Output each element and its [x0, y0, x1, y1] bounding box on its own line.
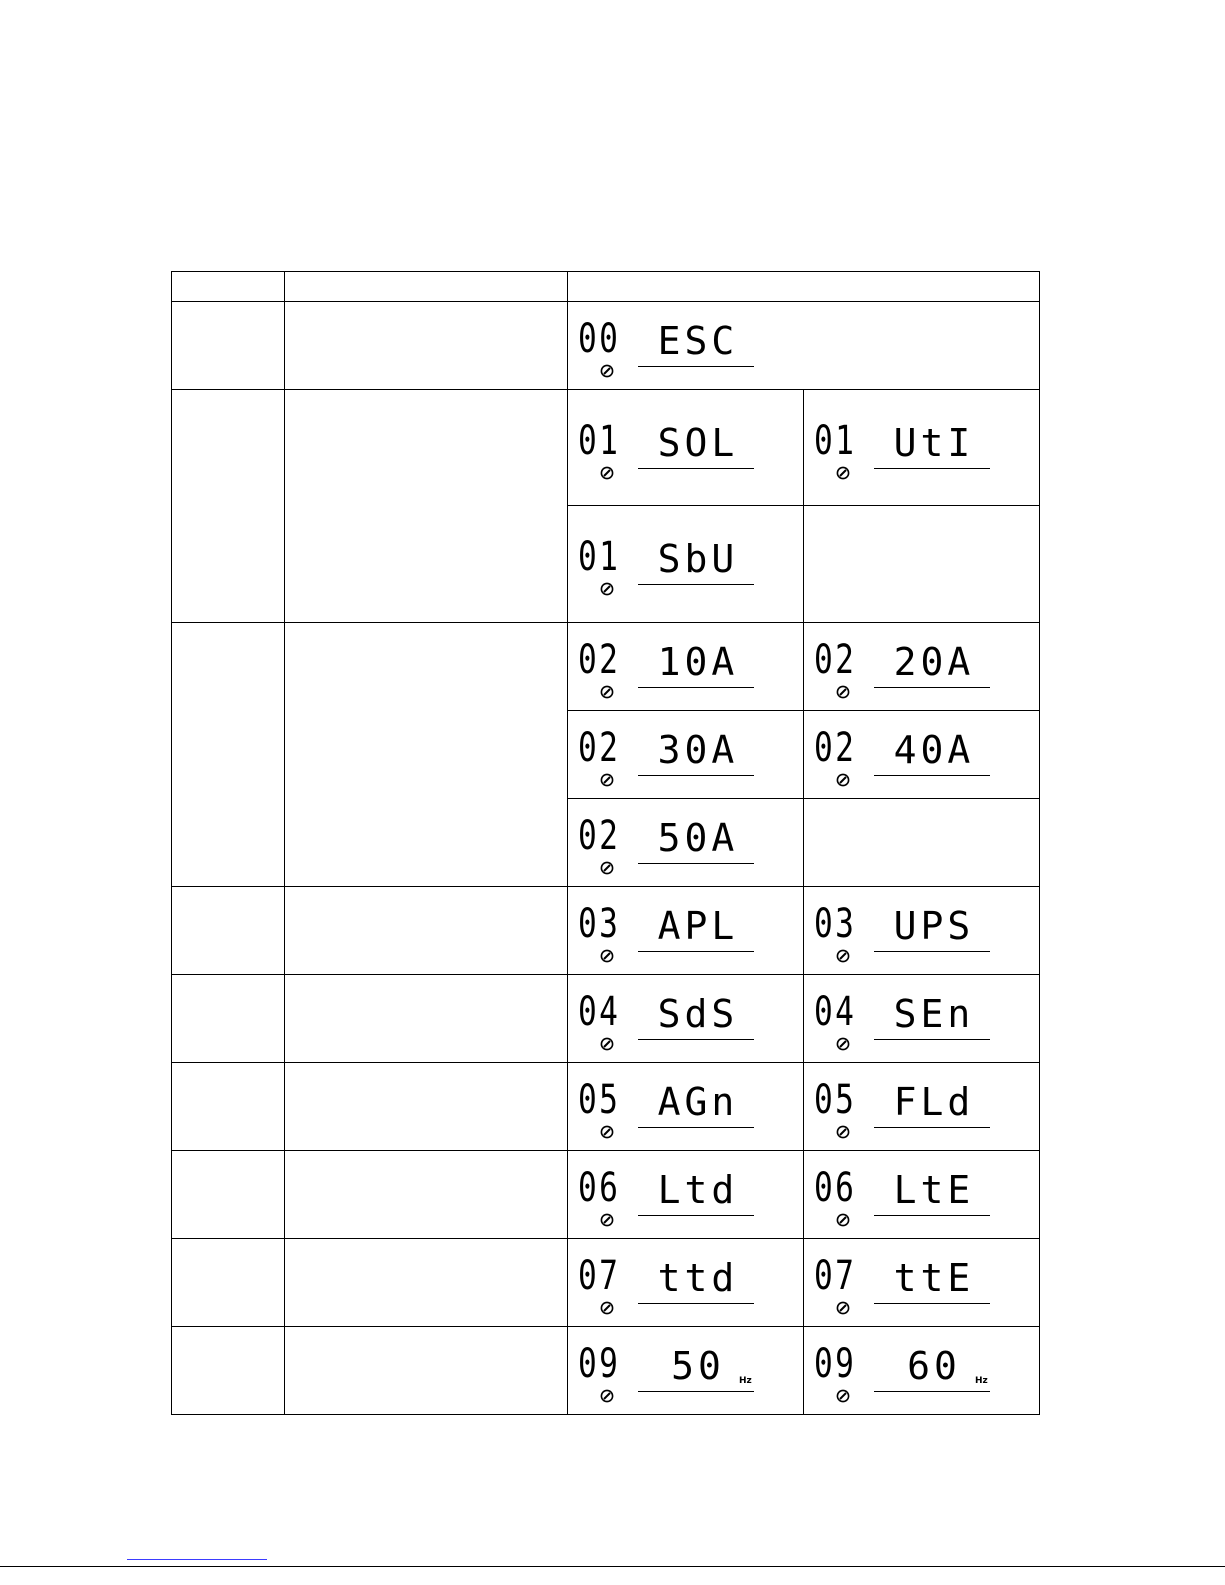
lcd-display [814, 415, 1014, 481]
option-cell [804, 1239, 1040, 1327]
cell-number [172, 302, 285, 390]
setting-wrench-icon [600, 861, 614, 875]
lcd-setting-number: 01 [578, 534, 621, 580]
lcd-display [814, 634, 1014, 700]
cell-number [172, 1063, 285, 1151]
lcd-setting-value: SdS [657, 991, 739, 1036]
cell-number [172, 623, 285, 887]
cell-description [285, 302, 568, 390]
table-row [172, 390, 1040, 506]
setting-wrench-icon [836, 1301, 850, 1315]
option-cell [804, 975, 1040, 1063]
cell-number [172, 390, 285, 623]
lcd-setting-value: SOL [657, 420, 739, 465]
lcd-setting-number: 04 [578, 988, 621, 1035]
setting-wrench-icon [600, 582, 614, 596]
lcd-setting-value: SEn [893, 991, 975, 1036]
lcd-underline [638, 1127, 754, 1128]
cell-description [285, 390, 568, 623]
lcd-display [578, 1338, 778, 1404]
lcd-underline [874, 1039, 990, 1040]
cell-description [285, 887, 568, 975]
footer-rule [0, 1566, 1225, 1567]
setting-wrench-icon [836, 685, 850, 699]
lcd-underline [638, 1039, 754, 1040]
lcd-setting-number: 06 [578, 1164, 621, 1211]
lcd-setting-value: ttd [657, 1255, 739, 1300]
lcd-unit: Hz [739, 1375, 752, 1386]
lcd-underline [874, 951, 990, 952]
lcd-setting-number: 03 [814, 900, 857, 947]
lcd-setting-number: 09 [578, 1340, 621, 1387]
setting-wrench-icon [600, 949, 614, 963]
lcd-setting-value: Ltd [657, 1167, 739, 1212]
lcd-display [578, 313, 778, 379]
setting-wrench-icon [600, 1389, 614, 1403]
lcd-display [814, 986, 1014, 1052]
lcd-setting-value: 50A [657, 815, 739, 860]
setting-wrench-icon [836, 1037, 850, 1051]
lcd-setting-number: 09 [814, 1340, 857, 1387]
option-cell [568, 1239, 804, 1327]
lcd-setting-value: APL [657, 903, 739, 948]
lcd-setting-value: 50 [671, 1343, 725, 1388]
option-cell [804, 711, 1040, 799]
lcd-display [578, 898, 778, 964]
header-cell-number [172, 272, 285, 302]
cell-description [285, 975, 568, 1063]
option-cell [568, 1327, 804, 1415]
lcd-setting-number: 02 [814, 636, 857, 683]
footer-link-underline[interactable] [127, 1559, 267, 1560]
lcd-setting-value: UtI [893, 420, 975, 465]
cell-description [285, 1063, 568, 1151]
table-row [172, 1239, 1040, 1327]
lcd-setting-number: 07 [814, 1252, 857, 1299]
cell-number [172, 975, 285, 1063]
lcd-setting-number: 02 [578, 636, 621, 683]
lcd-setting-value: LtE [893, 1167, 975, 1212]
lcd-setting-number: 02 [578, 724, 621, 771]
lcd-display [814, 722, 1014, 788]
cell-description [285, 623, 568, 887]
option-cell [568, 799, 804, 887]
lcd-display [578, 531, 778, 597]
lcd-underline [638, 951, 754, 952]
setting-wrench-icon [600, 466, 614, 480]
table-row [172, 887, 1040, 975]
header-cell-description [285, 272, 568, 302]
lcd-unit: Hz [975, 1375, 988, 1386]
lcd-setting-value: SbU [657, 537, 739, 581]
lcd-display [578, 1250, 778, 1316]
lcd-setting-value: 40A [893, 727, 975, 772]
setting-wrench-icon [600, 685, 614, 699]
lcd-setting-number: 04 [814, 988, 857, 1035]
setting-wrench-icon [600, 1213, 614, 1227]
option-cell [568, 506, 804, 623]
option-cell [568, 711, 804, 799]
lcd-display [578, 810, 778, 876]
lcd-display [578, 1162, 778, 1228]
lcd-underline [638, 584, 754, 585]
option-cell [804, 623, 1040, 711]
settings-table [171, 271, 1040, 1415]
table-header-row [172, 272, 1040, 302]
lcd-underline [638, 366, 754, 367]
option-cell [568, 302, 1040, 390]
lcd-underline [638, 775, 754, 776]
lcd-setting-number: 07 [578, 1252, 621, 1299]
table-row [172, 1151, 1040, 1239]
lcd-setting-number: 01 [814, 417, 857, 464]
lcd-display [814, 1074, 1014, 1140]
lcd-setting-value: ttE [893, 1255, 975, 1300]
lcd-underline [874, 1127, 990, 1128]
lcd-underline [874, 1391, 990, 1392]
lcd-setting-value: UPS [893, 903, 975, 948]
option-cell-empty [804, 506, 1040, 623]
lcd-setting-value: FLd [893, 1079, 975, 1124]
cell-description [285, 1151, 568, 1239]
lcd-display [578, 415, 778, 481]
lcd-display [578, 722, 778, 788]
lcd-setting-number: 05 [814, 1076, 857, 1123]
lcd-underline [638, 1303, 754, 1304]
lcd-display [814, 1250, 1014, 1316]
lcd-underline [638, 863, 754, 864]
cell-description [285, 1327, 568, 1415]
option-cell [804, 390, 1040, 506]
lcd-underline [874, 468, 990, 469]
table-row [172, 975, 1040, 1063]
setting-wrench-icon [836, 1389, 850, 1403]
option-cell [804, 1151, 1040, 1239]
table-row [172, 302, 1040, 390]
setting-wrench-icon [600, 1125, 614, 1139]
option-cell [568, 1151, 804, 1239]
option-cell-empty [804, 799, 1040, 887]
lcd-setting-number: 00 [578, 315, 621, 362]
lcd-setting-value: AGn [657, 1079, 739, 1124]
cell-number [172, 1327, 285, 1415]
setting-wrench-icon [836, 1213, 850, 1227]
setting-wrench-icon [600, 364, 614, 378]
lcd-underline [874, 687, 990, 688]
lcd-underline [638, 468, 754, 469]
lcd-setting-value: 20A [893, 639, 975, 684]
option-cell [804, 1327, 1040, 1415]
lcd-setting-number: 01 [578, 417, 621, 464]
lcd-underline [638, 687, 754, 688]
lcd-display [578, 634, 778, 700]
lcd-underline [638, 1391, 754, 1392]
option-cell [804, 1063, 1040, 1151]
setting-wrench-icon [600, 1037, 614, 1051]
cell-number [172, 1239, 285, 1327]
option-cell [568, 887, 804, 975]
table-row [172, 1063, 1040, 1151]
lcd-setting-number: 02 [814, 724, 857, 771]
setting-wrench-icon [836, 773, 850, 787]
lcd-display [814, 1162, 1014, 1228]
lcd-setting-value: 30A [657, 727, 739, 772]
lcd-underline [874, 775, 990, 776]
lcd-underline [874, 1215, 990, 1216]
lcd-setting-number: 03 [578, 900, 621, 947]
lcd-display [578, 986, 778, 1052]
option-cell [804, 887, 1040, 975]
lcd-setting-value: 10A [657, 639, 739, 684]
option-cell [568, 1063, 804, 1151]
lcd-underline [638, 1215, 754, 1216]
lcd-setting-number: 02 [578, 812, 621, 859]
lcd-setting-number: 05 [578, 1076, 621, 1123]
cell-number [172, 1151, 285, 1239]
header-cell-options [568, 272, 1040, 302]
setting-wrench-icon [836, 1125, 850, 1139]
option-cell [568, 975, 804, 1063]
table-row [172, 1327, 1040, 1415]
setting-wrench-icon [600, 773, 614, 787]
cell-description [285, 1239, 568, 1327]
cell-number [172, 887, 285, 975]
table-row [172, 623, 1040, 711]
lcd-display [578, 1074, 778, 1140]
lcd-display [814, 1338, 1014, 1404]
lcd-underline [874, 1303, 990, 1304]
lcd-setting-number: 06 [814, 1164, 857, 1211]
setting-wrench-icon [836, 949, 850, 963]
setting-wrench-icon [836, 466, 850, 480]
lcd-display [814, 898, 1014, 964]
lcd-setting-value: 60 [907, 1343, 961, 1388]
setting-wrench-icon [600, 1301, 614, 1315]
option-cell [568, 390, 804, 506]
option-cell [568, 623, 804, 711]
lcd-setting-value: ESC [657, 318, 739, 363]
